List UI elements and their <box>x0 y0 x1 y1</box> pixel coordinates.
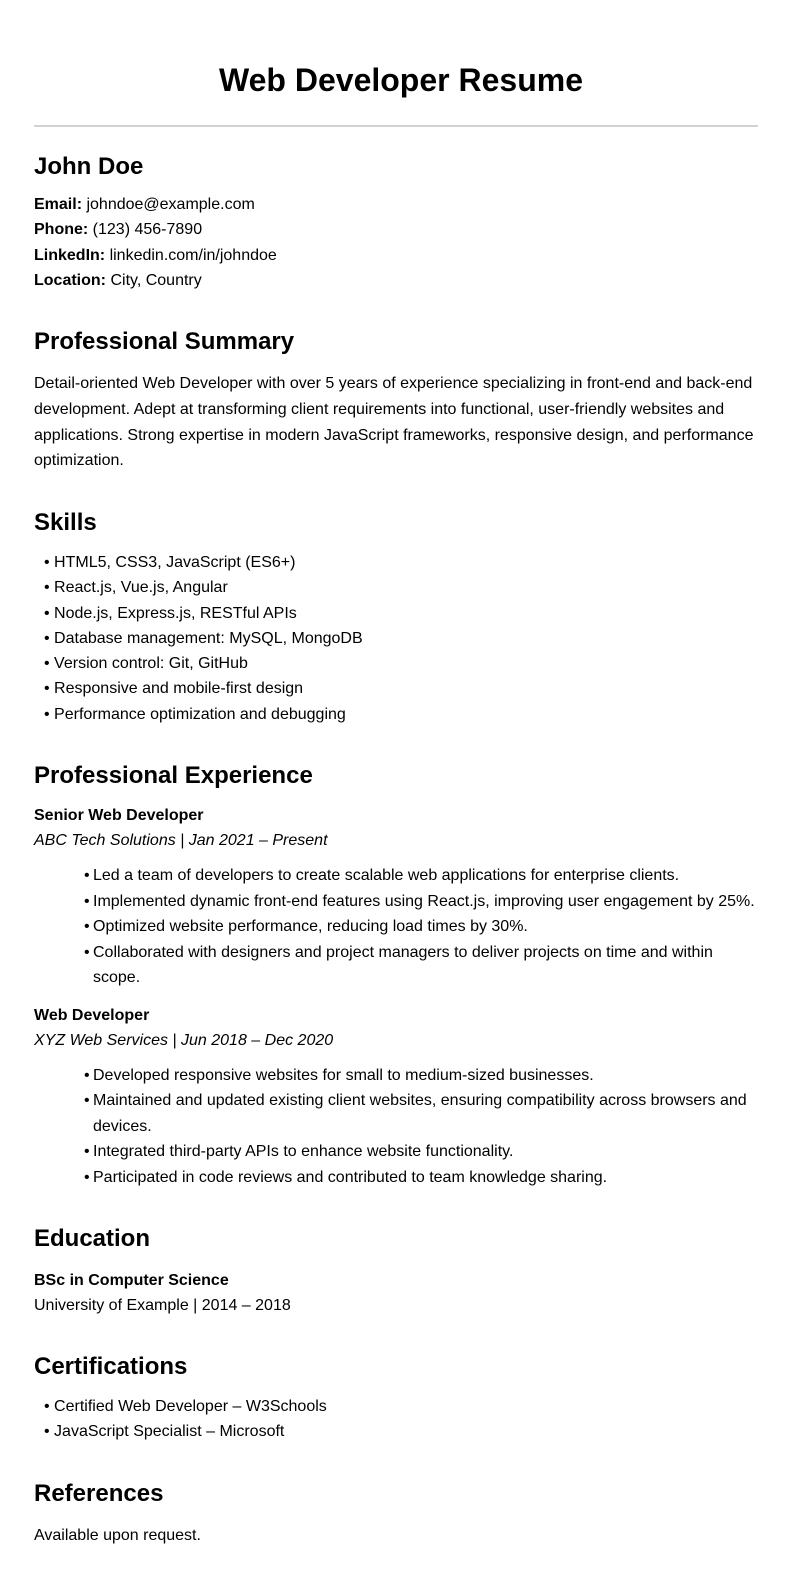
skills-list <box>34 550 758 727</box>
education-degree: BSc in Computer Science <box>34 1272 229 1290</box>
page-title: Web Developer Resume <box>219 62 583 98</box>
contact-linkedin <box>34 243 758 268</box>
job-bullet: • Participated in code reviews and contributed to team knowledge sharing. <box>84 1165 758 1191</box>
education-heading: Education <box>34 1225 151 1253</box>
email-label: Email: <box>34 196 83 213</box>
summary-heading: Professional Summary <box>34 328 295 356</box>
skill-item: • Database management: MySQL, MongoDB <box>44 626 758 651</box>
job-entry <box>34 803 758 991</box>
job-title: Senior Web Developer <box>34 807 204 825</box>
skill-item: • Performance optimization and debugging <box>44 702 758 727</box>
contact-email <box>34 192 758 217</box>
contact-location <box>34 268 758 293</box>
skill-item: • Node.js, Express.js, RESTful APIs <box>44 601 758 626</box>
email-value: johndoe@example.com <box>86 196 255 213</box>
linkedin-label: LinkedIn: <box>34 246 106 264</box>
contact-phone <box>34 217 758 242</box>
phone-label: Phone: <box>34 221 89 239</box>
phone-value: (123) 456-7890 <box>92 221 203 239</box>
job-bullet: • Collaborated with designers and project managers to deliver projects on time and within scope. <box>84 940 758 991</box>
skill-item: • HTML5, CSS3, JavaScript (ES6+) <box>44 550 758 575</box>
location-label: Location: <box>34 271 106 289</box>
certifications-list <box>34 1394 758 1445</box>
education-school: University of Example | 2014 – 2018 <box>34 1297 291 1315</box>
contact-info <box>34 192 758 293</box>
references-heading: References <box>34 1479 164 1507</box>
linkedin-value: linkedin.com/in/johndoe <box>109 246 277 264</box>
skill-item: • Responsive and mobile-first design <box>44 676 758 701</box>
job-meta: XYZ Web Services | Jun 2018 – Dec 2020 <box>34 1031 334 1049</box>
job-bullet: • Maintained and updated existing client websites, ensuring compatibility across browsers and devices. <box>84 1088 758 1139</box>
location-value: City, Country <box>110 271 202 289</box>
job-bullet: • Led a team of developers to create scalable web applications for enterprise clients. <box>84 863 758 889</box>
job-bullet: • Implemented dynamic front-end features using React.js, improving user engagement by 25%. <box>84 889 758 915</box>
job-title: Web Developer <box>34 1006 150 1024</box>
skill-item: • React.js, Vue.js, Angular <box>44 575 758 600</box>
certification-item: • JavaScript Specialist – Microsoft <box>44 1419 758 1444</box>
references-text: Available upon request. <box>34 1526 201 1544</box>
job-entry <box>34 1003 758 1191</box>
job-meta: ABC Tech Solutions | Jan 2021 – Present <box>34 832 328 850</box>
job-bullet: • Optimized website performance, reducing load times by 30%. <box>84 914 758 940</box>
job-bullet: • Integrated third-party APIs to enhance website functionality. <box>84 1139 758 1165</box>
skills-heading: Skills <box>34 509 97 536</box>
job-bullets <box>34 863 758 991</box>
job-bullets <box>34 1063 758 1191</box>
summary-text: Detail-oriented Web Developer with over 5 years of experience specializing in front-end and back-end development. Adept at transforming client requirements into functional, user-friendly websites and applications. Strong expertise in modern JavaScript frameworks, responsive design, and performance optimization. <box>34 375 754 470</box>
certification-item: • Certified Web Developer – W3Schools <box>44 1394 758 1419</box>
job-bullet: • Developed responsive websites for small to medium-sized businesses. <box>84 1063 758 1089</box>
experience-heading: Professional Experience <box>34 762 313 790</box>
title-divider <box>34 125 758 127</box>
candidate-name: John Doe <box>34 153 144 180</box>
skill-item: • Version control: Git, GitHub <box>44 651 758 676</box>
certifications-heading: Certifications <box>34 1353 188 1381</box>
